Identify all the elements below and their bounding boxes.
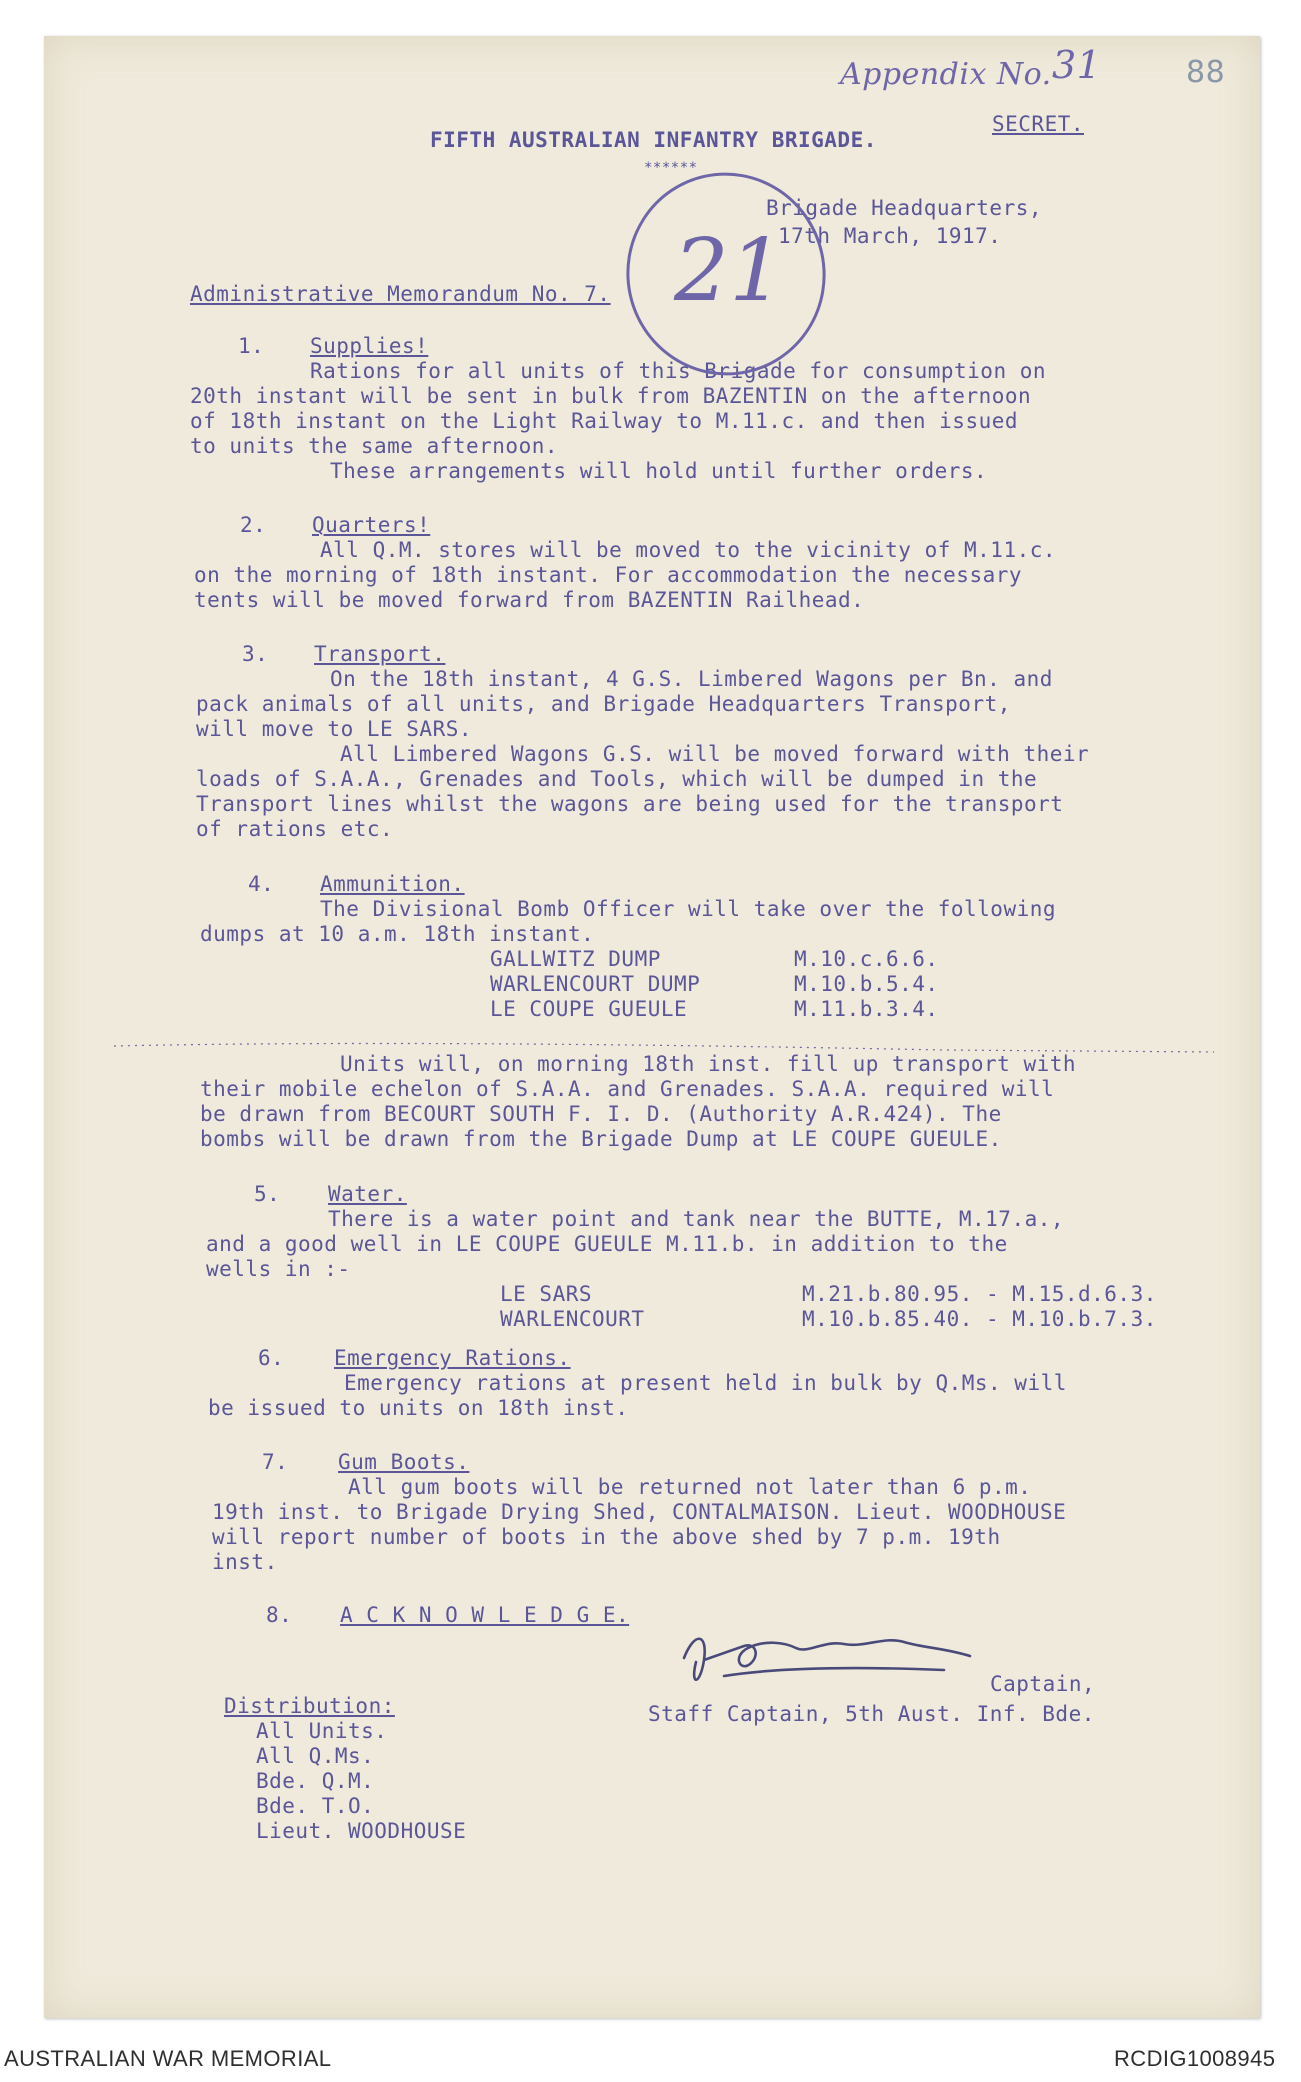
document-page [44,36,1260,2018]
body-line: 19th inst. to Brigade Drying Shed, CONTALMAISON. Lieut. WOODHOUSE [212,1500,1067,1524]
dump-name: LE COUPE GUEULE [490,997,688,1021]
body-line: On the 18th instant, 4 G.S. Limbered Wagons per Bn. and [330,667,1053,691]
body-line: of 18th instant on the Light Railway to M.11.c. and then issued [190,409,1019,433]
body-line: will move to LE SARS. [196,717,473,741]
section-heading-ammunition: Ammunition. [320,872,465,896]
signature-title: Staff Captain, 5th Aust. Inf. Bde. [648,1702,1095,1726]
acknowledge-heading: A C K N O W L E D G E. [340,1603,630,1627]
section-number: 4. [248,872,275,896]
body-line: The Divisional Bomb Officer will take over the following [320,897,1057,921]
section-number: 8. [266,1603,293,1627]
body-line: their mobile echelon of S.A.A. and Grenades. S.A.A. required will [200,1077,1055,1101]
dump-ref: M.10.b.5.4. [794,972,939,996]
body-line: 20th instant will be sent in bulk from BAZENTIN on the afternoon [190,384,1032,408]
section-number: 3. [242,642,269,666]
footer-right: RCDIG1008945 [1114,2046,1276,2071]
body-line: will report number of boots in the above shed by 7 p.m. 19th [212,1525,1001,1549]
section-heading-supplies: Supplies! [310,334,429,358]
section-number: 7. [262,1450,289,1474]
signature-captain: Captain, [990,1672,1096,1696]
distribution-item: All Units. [256,1719,388,1743]
appendix-label: Appendix No. [840,57,1052,92]
body-line: All Limbered Wagons G.S. will be moved forward with their [340,742,1090,766]
security-classification: SECRET. [992,112,1085,136]
body-line: bombs will be drawn from the Brigade Dump at LE COUPE GUEULE. [200,1127,1002,1151]
circled-number: 21 [674,221,785,321]
dump-name: WARLENCOURT DUMP [490,972,701,996]
signature-mark [684,1639,970,1680]
body-line: be drawn from BECOURT SOUTH F. I. D. (Authority A.R.424). The [200,1102,1002,1126]
body-line: All gum boots will be returned not later than 6 p.m. [348,1475,1032,1499]
section-heading-emergency-rations: Emergency Rations. [334,1346,571,1370]
section-heading-water: Water. [328,1182,407,1206]
body-line: dumps at 10 a.m. 18th instant. [200,922,595,946]
body-line: Transport lines whilst the wagons are being used for the transport [196,792,1064,816]
appendix-number: 31 [1052,43,1102,87]
body-line: All Q.M. stores will be moved to the vicinity of M.11.c. [320,538,1057,562]
body-line: inst. [212,1550,278,1574]
body-line: of rations etc. [196,817,394,841]
page-number: 88 [1186,55,1226,90]
dump-ref: M.11.b.3.4. [794,997,939,1021]
body-line: to units the same afternoon. [190,434,559,458]
memo-date: 17th March, 1917. [778,224,1002,248]
body-line: pack animals of all units, and Brigade Headquarters Transport, [196,692,1011,716]
distribution-heading: Distribution: [224,1694,395,1718]
section-heading-quarters: Quarters! [312,513,431,537]
body-line: Emergency rations at present held in bulk by Q.Ms. will [344,1371,1067,1395]
hq-address: Brigade Headquarters, [766,196,1043,220]
distribution-item: Lieut. WOODHOUSE [256,1819,467,1843]
section-number: 2. [240,513,267,537]
body-line: These arrangements will hold until further orders. [330,459,988,483]
body-line: wells in :- [206,1257,351,1281]
body-line: There is a water point and tank near the BUTTE, M.17.a., [328,1207,1065,1231]
section-number: 5. [254,1182,281,1206]
body-line: on the morning of 18th instant. For accommodation the necessary [194,563,1023,587]
unit-heading: FIFTH AUSTRALIAN INFANTRY BRIGADE. [430,128,877,152]
section-number: 1. [238,334,265,358]
body-line: and a good well in LE COUPE GUEULE M.11.b. in addition to the [206,1232,1008,1256]
distribution-item: Bde. T.O. [256,1794,375,1818]
body-line: be issued to units on 18th inst. [208,1396,629,1420]
dump-name: GALLWITZ DUMP [490,947,661,971]
well-name: WARLENCOURT [500,1307,645,1331]
well-ref: M.21.b.80.95. - M.15.d.6.3. [802,1282,1157,1306]
dump-ref: M.10.c.6.6. [794,947,939,971]
body-line: Rations for all units of this Brigade for consumption on [310,359,1047,383]
distribution-item: All Q.Ms. [256,1744,375,1768]
section-heading-transport: Transport. [314,642,446,666]
well-ref: M.10.b.85.40. - M.10.b.7.3. [802,1307,1157,1331]
body-line: Units will, on morning 18th inst. fill up transport with [340,1052,1077,1076]
section-heading-gum-boots: Gum Boots. [338,1450,470,1474]
circle-mark [609,156,842,392]
crossed-line-mark [114,1043,1214,1052]
body-line: loads of S.A.A., Grenades and Tools, which will be dumped in the [196,767,1038,791]
handwritten-marks [44,36,1260,2018]
section-number: 6. [258,1346,285,1370]
heading-stars: ****** [644,160,698,176]
body-line: tents will be moved forward from BAZENTIN Railhead. [194,588,865,612]
memo-title: Administrative Memorandum No. 7. [190,282,611,306]
footer-left: AUSTRALIAN WAR MEMORIAL [4,2046,332,2071]
distribution-item: Bde. Q.M. [256,1769,375,1793]
well-name: LE SARS [500,1282,593,1306]
